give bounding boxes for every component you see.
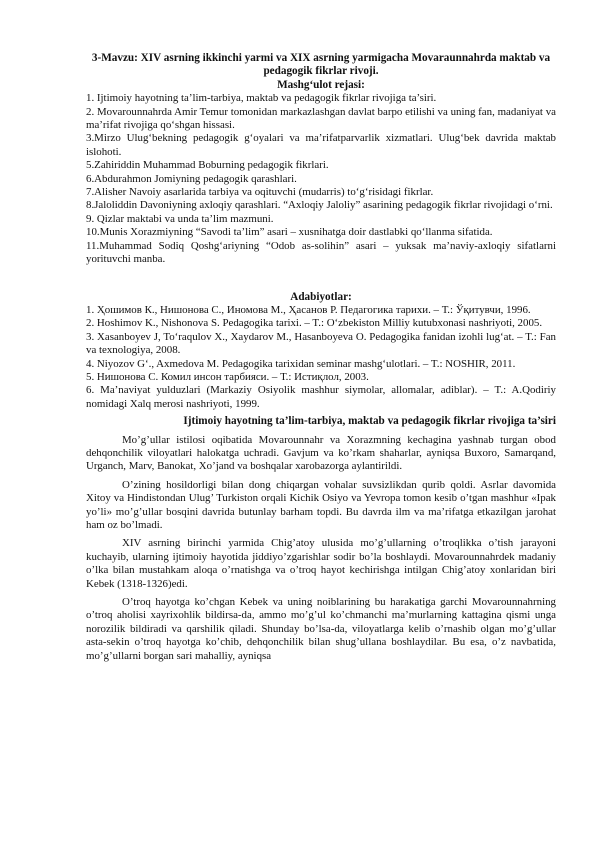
literature-list: [86, 304, 556, 411]
literature-heading: Adabiyotlar:: [290, 290, 352, 303]
plan-item: 6.Abdurahmon Jomiyning pedagogik qarashlari.: [86, 172, 297, 185]
paragraph: Mo’g’ullar istilosi oqibatida Movarounnahr va Xorazmning kechagina yashnab turgan obod dehqonchilik viloyatlari halokatga uchradi. Gavjum va ko’rkam shaharlar, ayniqsa Buxoro, Samarqand, Urganch, Marv, Banokat, Xo’jand va boshqalar xarobazorga aylantirildi.: [86, 433, 556, 473]
plan-item: 7.Alisher Navoiy asarlarida tarbiya va oqituvchi (mudarris) to‘g‘risidagi fikrlar.: [86, 186, 434, 199]
paragraph: O’zining hosildorligi bilan dong chiqargan vohalar suvsizlikdan qurib qoldi. Asrlar davomida Xitoy va Hindistondan Ulug’ Turkiston orqali Kichik Osiyo va Yevropa tomon kesib o’tgan mashhur «Ipak yo’li» mo’g’ullar bosqini davrida butunlay barham topdi. Bu davrda ilm va ma’rifatga etkazilgan jarohat ham oz bo’lmadi.: [86, 478, 556, 531]
plan-item: 11.Muhammad Sodiq Qoshg‘ariyning “Odob as-solihin” asari – yuksak ma’naviy-axloqiy sifatlarni yorituvchi manba.: [86, 239, 556, 266]
plan-item: 1. Ijtimoiy hayotning ta’lim-tarbiya, maktab va pedagogik fikrlar rivojiga ta’siri.: [86, 92, 437, 105]
literature-item: 6. Ma’naviyat yulduzlari (Markaziy Osiyolik mashhur siymolar, allomalar, adiblar). – T.: A.Qodiriy nomidagi Xalq merosi nashriyoti, 1999.: [86, 384, 556, 410]
section-body: [86, 434, 556, 664]
literature-item: 4. Niyozov G‘., Axmedova M. Pedagogika tarixidan seminar mashg‘ulotlari. – T.: NOSHIR, 2011.: [86, 357, 516, 370]
literature-item: 5. Нишонова С. Комил инсон тарбияси. – Т.: Истиқлол, 2003.: [86, 370, 369, 383]
paragraph: O’troq hayotga ko’chgan Kebek va uning noiblarining bu harakatiga garchi Movarounnahrning o’troq aholisi xayrixohlik bildirsa-da, ammo mo’g’ul ko’chmanchi ma’murlarning kattagina qismi unga norozilik bildiradi va qarshilik qiladi. Shunday bo’lsa-da, viloyatlarga kelib o’rnashib olgan mo’g’ullar asta-sekin o’troq hayotga ko’chib, dehqonchilik bilan shug’ullana boshlaydilar. Bu esa, o’z navbatida, mo’g’ullarni borgan sari mahalliy, ayniqsa: [86, 596, 556, 662]
topic-title: 3-Mavzu: XIV asrning ikkinchi yarmi va XIX asrning yarmigacha Movaraunnahrda maktab va pedagogik fikrlar rivoji.: [91, 52, 551, 78]
literature-item: 1. Ҳошимов К., Нишонова С., Иномова М., Ҳасанов Р. Педагогика тарихи. – Т.: Ўқитувчи, 1996.: [86, 303, 531, 316]
plan-item: 10.Munis Xorazmiyning “Savodi ta’lim” asari – xusnihatga doir dastlabki qo‘llanma sifatida.: [86, 226, 493, 239]
paragraph: XIV asrning birinchi yarmida Chig’atoy ulusida mo’g’ullarning o’troqlikka o’tish jarayoni kuchayib, ularning ijtimoiy hayotida jiddiyo’zgarishlar sodir bo’la boshlaydi. Movarounnahrdek madaniy o’lka bilan mustahkam aloqa o’rnatishga va o’troq hayot kechirishga intilgan Chig’atoy xonlaridan biri Kebek (1318-1326)edi.: [86, 537, 556, 590]
plan-item: 9. Qizlar maktabi va unda ta’lim mazmuni.: [86, 212, 274, 225]
document-page: [86, 52, 556, 663]
plan-item: 2. Movarounnahrda Amir Temur tomonidan markazlashgan davlat barpo etilishi va uning fan, madaniyat va ma’rifat rivojiga qo‘shgan hissasi.: [86, 105, 556, 132]
literature-item: 3. Xasanboyev J, To‘raqulov X., Xaydarov M., Hasanboyeva O. Pedagogika fanidan izohli lug‘at. – T.: Fan va texnologiya, 2008.: [86, 330, 556, 357]
plan-item: 5.Zahiriddin Muhammad Boburning pedagogik fikrlari.: [86, 159, 329, 172]
plan-item: 8.Jaloliddin Davoniyning axloqiy qarashlari. “Axloqiy Jaloliy” asarining pedagogik fikrlar rivojidagi o‘rni.: [86, 199, 553, 212]
section-heading: Ijtimoiy hayotning ta’lim-tarbiya, maktab va pedagogik fikrlar rivojiga ta’siri: [183, 415, 556, 428]
plan-list: [86, 92, 556, 266]
plan-item: 3.Mirzo Ulug‘bekning pedagogik g‘oyalari va ma’rifatparvarlik xizmatlari. Ulug‘bek davrida maktab islohoti.: [86, 132, 556, 158]
literature-item: 2. Hoshimov K., Nishonova S. Pedagogika tarixi. – T.: O‘zbekiston Milliy kutubxonasi nashriyoti, 2005.: [86, 317, 543, 330]
plan-heading: Mashg‘ulot rejasi:: [277, 78, 365, 91]
